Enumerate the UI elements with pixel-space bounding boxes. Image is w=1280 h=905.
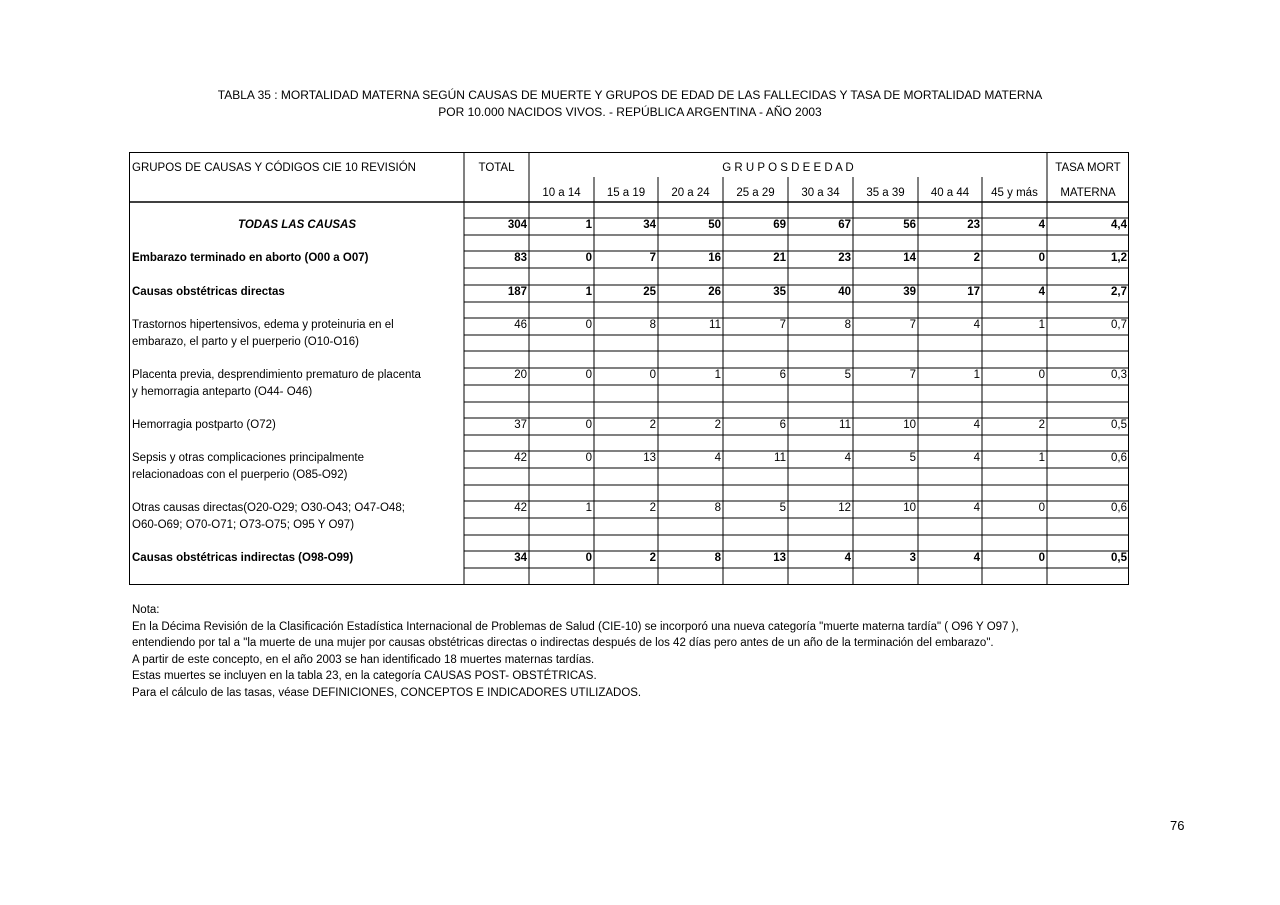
row-age-value: 1 bbox=[585, 286, 592, 298]
row-age-value: 6 bbox=[779, 369, 786, 381]
row-age-value: 1 bbox=[585, 219, 592, 231]
row-rate: 0,5 bbox=[1111, 552, 1127, 564]
row-total: 187 bbox=[507, 286, 527, 298]
row-age-value: 11 bbox=[774, 452, 786, 464]
row-age-value: 0 bbox=[1038, 369, 1045, 381]
header-causes: GRUPOS DE CAUSAS Y CÓDIGOS CIE 10 REVISIÓN bbox=[132, 162, 416, 174]
row-age-value: 2 bbox=[714, 419, 721, 431]
row-age-value: 8 bbox=[714, 502, 721, 514]
row-age-value: 0 bbox=[585, 319, 592, 331]
row-age-value: 7 bbox=[779, 319, 786, 331]
row-total: 304 bbox=[507, 219, 527, 231]
note-line: entendiendo por tal a "la muerte de una mujer por causas obstétricas directas o indirectas después de los 42 días pero antes de un año de la terminación del embarazo". bbox=[132, 637, 994, 649]
note-line: Estas muertes se incluyen en la tabla 23, en la categoría CAUSAS POST- OBSTÉTRICAS. bbox=[132, 670, 597, 682]
row-age-value: 5 bbox=[909, 452, 916, 464]
row-age-value: 10 bbox=[903, 419, 916, 431]
row-total: 46 bbox=[514, 319, 527, 331]
row-label-line-2: relacionadoas con el puerperio (O85-O92) bbox=[132, 469, 348, 481]
row-age-value: 4 bbox=[973, 502, 980, 514]
row-age-value: 8 bbox=[714, 552, 721, 564]
row-age-value: 0 bbox=[1038, 552, 1045, 564]
row-age-value: 67 bbox=[838, 219, 851, 231]
row-label: Trastornos hipertensivos, edema y proteinuria en el bbox=[132, 319, 394, 331]
row-age-value: 23 bbox=[967, 219, 980, 231]
row-age-value: 8 bbox=[844, 319, 851, 331]
row-age-value: 21 bbox=[773, 252, 786, 264]
row-age-value: 4 bbox=[973, 552, 980, 564]
row-age-value: 10 bbox=[903, 502, 916, 514]
row-age-value: 34 bbox=[643, 219, 656, 231]
notes-section bbox=[132, 602, 1132, 701]
page-number: 76 bbox=[1170, 818, 1185, 833]
row-age-value: 4 bbox=[973, 419, 980, 431]
row-total: 42 bbox=[514, 452, 527, 464]
note-line: Para el cálculo de las tasas, véase DEFINICIONES, CONCEPTOS E INDICADORES UTILIZADOS. bbox=[132, 686, 642, 699]
row-age-value: 4 bbox=[1038, 219, 1045, 231]
header-age-8: 45 y más bbox=[991, 187, 1038, 199]
row-age-value: 11 bbox=[709, 319, 721, 331]
row-age-value: 2 bbox=[649, 502, 656, 514]
row-age-value: 5 bbox=[844, 369, 851, 381]
header-age-1: 10 a 14 bbox=[542, 187, 581, 199]
row-age-value: 7 bbox=[909, 369, 916, 381]
title-line-1: TABLA 35 : MORTALIDAD MATERNA SEGÚN CAUSAS DE MUERTE Y GRUPOS DE EDAD DE LAS FALLECIDAS Y TASA DE MORTALIDAD MATERNA bbox=[217, 88, 1043, 102]
row-age-value: 35 bbox=[773, 286, 786, 298]
row-age-value: 4 bbox=[714, 452, 721, 464]
header-age-5: 30 a 34 bbox=[801, 187, 840, 199]
row-label: Otras causas directas(O20-O29; O30-O43; O47-O48; bbox=[132, 502, 405, 514]
row-age-value: 50 bbox=[708, 219, 721, 231]
row-age-value: 0 bbox=[649, 369, 656, 381]
note-line: En la Décima Revisión de la Clasificación Estadística Internacional de Problemas de Salud (CIE-10) se incorporó una nueva categoría "muerte materna tardía" ( O96 Y O97 ), bbox=[132, 620, 1019, 633]
row-total: 34 bbox=[514, 552, 527, 564]
row-label: Embarazo terminado en aborto (O00 a O07) bbox=[132, 252, 369, 264]
row-age-value: 5 bbox=[779, 502, 786, 514]
row-age-value: 69 bbox=[773, 219, 786, 231]
note-line: Nota: bbox=[132, 604, 160, 616]
row-age-value: 1 bbox=[973, 369, 980, 381]
row-age-value: 14 bbox=[903, 252, 916, 264]
row-age-value: 0 bbox=[585, 419, 592, 431]
header-age-4: 25 a 29 bbox=[736, 187, 775, 199]
note-line: A partir de este concepto, en el año 2003 se han identificado 18 muertes maternas tardías. bbox=[132, 653, 595, 666]
row-label: Causas obstétricas indirectas (O98-O99) bbox=[132, 552, 354, 564]
header-age-2: 15 a 19 bbox=[606, 187, 646, 199]
row-total: 42 bbox=[514, 502, 527, 514]
row-age-value: 0 bbox=[1038, 502, 1045, 514]
row-age-value: 0 bbox=[585, 452, 592, 464]
row-label: Causas obstétricas directas bbox=[132, 286, 285, 298]
row-age-value: 39 bbox=[903, 286, 916, 298]
row-age-value: 13 bbox=[773, 552, 786, 564]
row-rate: 0,6 bbox=[1111, 502, 1127, 514]
header-age-6: 35 a 39 bbox=[866, 187, 905, 199]
row-age-value: 4 bbox=[973, 319, 980, 331]
row-label-line-2: y hemorragia anteparto (O44- O46) bbox=[132, 386, 313, 398]
row-rate: 2,7 bbox=[1111, 286, 1127, 298]
row-rate: 0,3 bbox=[1111, 369, 1127, 381]
row-age-value: 7 bbox=[649, 252, 656, 264]
row-age-value: 4 bbox=[1038, 286, 1045, 298]
header-age-groups: G R U P O S D E E D A D bbox=[722, 162, 854, 174]
row-total: 37 bbox=[514, 419, 527, 431]
row-age-value: 4 bbox=[844, 452, 851, 464]
row-age-value: 11 bbox=[839, 419, 851, 431]
row-age-value: 2 bbox=[649, 552, 656, 564]
row-age-value: 56 bbox=[903, 219, 916, 231]
row-age-value: 3 bbox=[909, 552, 916, 564]
row-age-value: 1 bbox=[1038, 319, 1045, 331]
row-age-value: 17 bbox=[967, 286, 980, 298]
row-age-value: 1 bbox=[1038, 452, 1045, 464]
row-label: Placenta previa, desprendimiento prematuro de placenta bbox=[132, 369, 421, 381]
row-rate: 0,6 bbox=[1111, 452, 1127, 464]
header-age-7: 40 a 44 bbox=[930, 187, 970, 199]
row-total: 20 bbox=[514, 369, 527, 381]
row-age-value: 0 bbox=[1038, 252, 1045, 264]
row-rate: 0,5 bbox=[1111, 419, 1127, 431]
header-total: TOTAL bbox=[478, 162, 515, 174]
row-age-value: 4 bbox=[844, 552, 851, 564]
header-age-3: 20 a 24 bbox=[671, 187, 710, 199]
row-age-value: 7 bbox=[909, 319, 916, 331]
row-age-value: 8 bbox=[649, 319, 656, 331]
row-age-value: 12 bbox=[838, 502, 851, 514]
row-age-value: 0 bbox=[585, 369, 592, 381]
row-label: TODAS LAS CAUSAS bbox=[238, 219, 356, 231]
row-age-value: 0 bbox=[585, 252, 592, 264]
row-total: 83 bbox=[514, 252, 527, 264]
row-label-line-2: embarazo, el parto y el puerperio (O10-O16) bbox=[132, 336, 359, 348]
row-age-value: 23 bbox=[838, 252, 851, 264]
title-line-2: POR 10.000 NACIDOS VIVOS. - REPÚBLICA ARGENTINA - AÑO 2003 bbox=[438, 105, 822, 119]
row-age-value: 2 bbox=[1038, 419, 1045, 431]
row-label-line-2: O60-O69; O70-O71; O73-O75; O95 Y O97) bbox=[132, 519, 355, 531]
row-label: Hemorragia postparto (O72) bbox=[132, 419, 276, 431]
row-rate: 1,2 bbox=[1111, 252, 1127, 264]
header-rate-line-1: TASA MORT bbox=[1055, 162, 1121, 174]
row-age-value: 25 bbox=[643, 286, 656, 298]
row-label: Sepsis y otras complicaciones principalmente bbox=[132, 452, 365, 464]
row-age-value: 40 bbox=[838, 286, 851, 298]
row-age-value: 6 bbox=[779, 419, 786, 431]
row-age-value: 0 bbox=[585, 552, 592, 564]
table-title bbox=[0, 87, 1260, 121]
row-age-value: 1 bbox=[714, 369, 721, 381]
row-age-value: 16 bbox=[708, 252, 721, 264]
row-rate: 4,4 bbox=[1111, 219, 1127, 231]
header-rate-line-2: MATERNA bbox=[1060, 187, 1116, 199]
row-age-value: 1 bbox=[585, 502, 592, 514]
row-age-value: 13 bbox=[643, 452, 656, 464]
row-rate: 0,7 bbox=[1111, 319, 1127, 331]
row-age-value: 2 bbox=[973, 252, 980, 264]
row-age-value: 2 bbox=[649, 419, 656, 431]
row-age-value: 4 bbox=[973, 452, 980, 464]
row-age-value: 26 bbox=[708, 286, 721, 298]
